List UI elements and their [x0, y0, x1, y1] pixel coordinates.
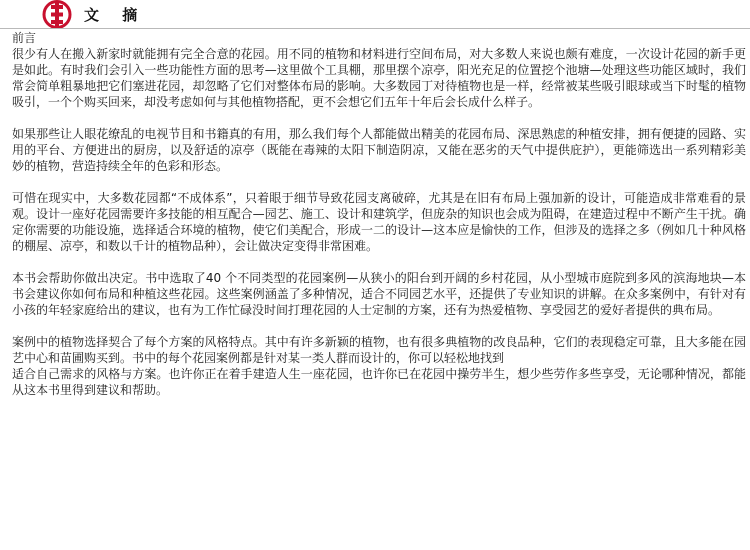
- paragraph-2: 如果那些让人眼花缭乱的电视节目和书籍真的有用，那么我们每个人都能做出精美的花园布局、深思熟虑的种植安排，拥有便捷的园路、实用的平台、方便进出的厨房，以及舒适的凉亭（既能在毒辣的太阳下制造阴凉，又能在恶劣的天气中提供庇护），更能筛选出一系列精彩美妙的植物，营造持续全年的色彩和形态。: [12, 127, 746, 173]
- header-bar: [0, 0, 750, 30]
- paragraph-3: 可惜在现实中，大多数花园都“不成体系”，只着眼于细节导致花园支离破碎，尤其是在旧有布局上强加新的设计，可能造成非常难看的景观。设计一座好花园需要许多技能的相互配合—园艺、施工、设计和建筑学，但庞杂的知识也会成为阻碍，在建造过程中不断产生干扰。确定你需要的功能设施，选择适合环境的植物，使它们美配合，形成一二的设计—这本应是愉快的工作，但涉及的选择之多（例如几十种风格的棚屋、凉亭，和数以千计的植物品种），会让做决定变得非常困难。: [12, 191, 746, 253]
- header-divider: [0, 28, 750, 29]
- section-heading: 前言: [12, 31, 37, 45]
- paragraph-5: 案例中的植物选择契合了每个方案的风格特点。其中有许多新颖的植物，也有很多典植物的改良品种，它们的表现稳定可靠，且大多能在园艺中心和苗圃购买到。书中的每个花园案例都是针对某一类人群而设计的，你可以轻松地找到 适合自己需求的风格与方案。也许你正在着手建造人生一座花园，也许你已在花园中操劳半生，想少些劳作多些享受，无论哪种情况，都能从这本书里得到建议和帮助。: [12, 335, 746, 397]
- document-body: [12, 30, 746, 398]
- paragraph-1: 很少有人在搬入新家时就能拥有完全合意的花园。用不同的植物和材料进行空间布局，对大多数人来说也颇有难度，一次设计花园的新手更是如此。有时我们会引入一些功能性方面的思考—这里做个工具棚，那里摆个凉亭，阳光充足的位置挖个池塘—处理这些功能区域时，我们常会简单粗暴地把它们塞进花园，却忽略了它们对整体布局的影响。大多数园丁对待植物也是一样，经常被某些吸引眼球或当下时髦的植物吸引，一个个购买回来，却没考虑如何与其他植物搭配，更不会想它们五年十年后会长成什么样子。: [12, 47, 746, 109]
- citic-logo-icon: [40, 0, 74, 29]
- page-title: 文 摘: [84, 6, 147, 24]
- paragraph-4: 本书会帮助你做出决定。书中选取了40 个不同类型的花园案例—从狭小的阳台到开阔的乡村花园，从小型城市庭院到多风的滨海地块—本书会建议你如何布局和种植这些花园。这些案例涵盖了多种情况，适合不同园艺水平，还提供了专业知识的讲解。在众多案例中，有针对有小孩的年轻家庭给出的建议，也有为工作忙碌没时间打理花园的人士定制的方案，还有为热爱植物、享受园艺的爱好者提供的典布局。: [12, 271, 746, 317]
